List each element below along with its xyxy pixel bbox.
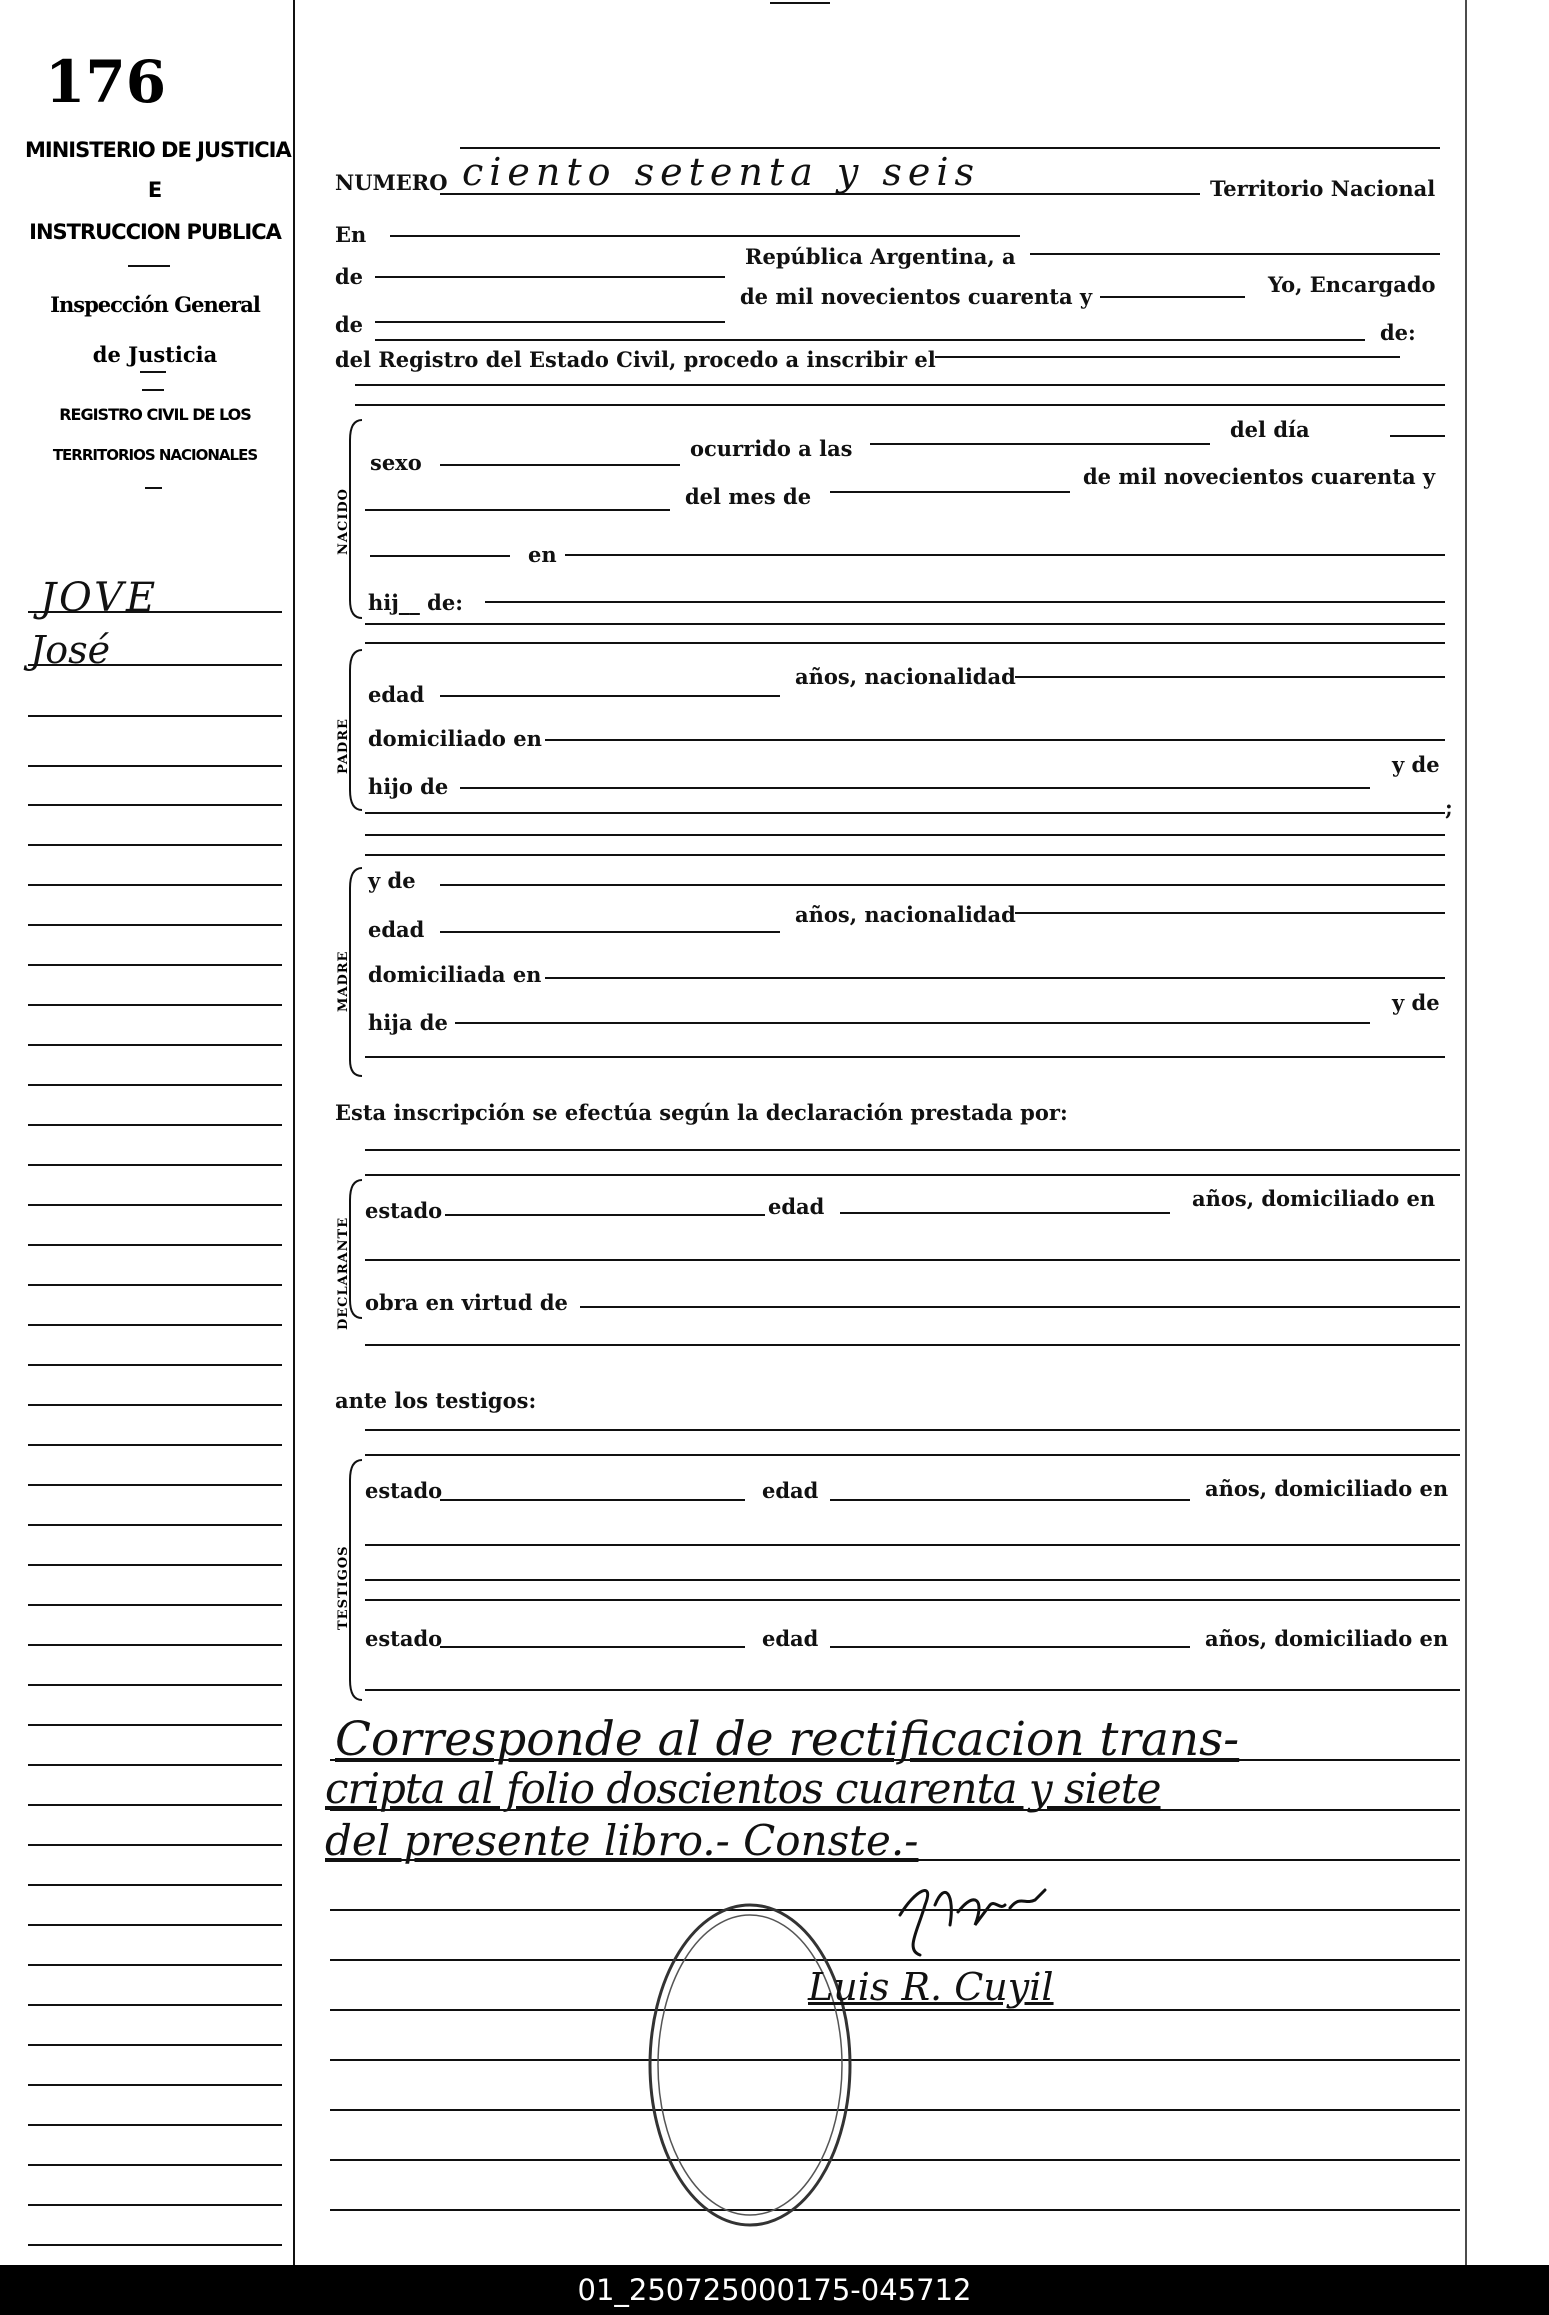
inspection-line-1: Inspección General — [50, 292, 260, 317]
t2-anios-label: años, domiciliado en — [1205, 1626, 1449, 1651]
annotation-line-1: Corresponde al de rectificacion trans- — [335, 1712, 1240, 1767]
registry-number: 176 — [45, 48, 167, 116]
madre-hija-label: hija de — [368, 1010, 448, 1035]
margin-given-name: José — [30, 628, 111, 672]
sexo-label: sexo — [370, 450, 422, 475]
en-label-2: en — [528, 542, 557, 567]
padre-hijo-label: hijo de — [368, 774, 449, 799]
padre-anios-label: años, nacionalidad — [795, 664, 1016, 689]
dec-obra-label: obra en virtud de — [365, 1290, 568, 1315]
numero-label: NUMERO — [335, 170, 448, 195]
annotation-line-2: cripta al folio doscientos cuarenta y siete — [325, 1764, 1161, 1813]
de-label-2: de — [335, 312, 364, 337]
t1-estado-label: estado — [365, 1478, 443, 1503]
madre-tag: MADRE — [336, 950, 351, 1012]
madre-yde-top-label: y de — [368, 868, 416, 893]
margin-surname: JOVE — [40, 575, 159, 621]
registry-line-1: REGISTRO CIVIL DE LOS — [59, 405, 251, 424]
padre-yde-label: y de — [1392, 752, 1440, 777]
madre-domic-label: domiciliada en — [368, 962, 542, 987]
t2-edad-label: edad — [762, 1626, 819, 1651]
hij-de-label: hij__ de: — [368, 590, 463, 615]
ministry-line-1: MINISTERIO DE JUSTICIA — [25, 138, 291, 162]
madre-yde-label: y de — [1392, 990, 1440, 1015]
declarante-tag: DECLARANTE — [336, 1216, 351, 1330]
ministry-line-3: INSTRUCCION PUBLICA — [29, 220, 281, 244]
mil-label-1: de mil novecientos cuarenta y — [740, 284, 1093, 309]
yo-encargado-label: Yo, Encargado — [1268, 272, 1436, 297]
annotation-line-3: del presente libro.- Conste.- — [325, 1816, 919, 1865]
ministry-line-2: E — [147, 178, 163, 202]
registro-label: del Registro del Estado Civil, procedo a inscribir el — [335, 347, 936, 372]
t2-estado-label: estado — [365, 1626, 443, 1651]
t1-anios-label: años, domiciliado en — [1205, 1476, 1449, 1501]
inspection-line-2: de Justicia — [92, 342, 218, 367]
madre-edad-label: edad — [368, 917, 425, 942]
t1-edad-label: edad — [762, 1478, 819, 1503]
signature-text: Luis R. Cuyil — [808, 1965, 1054, 2009]
dec-edad-label: edad — [768, 1194, 825, 1219]
de-label-1: de — [335, 264, 364, 289]
dec-anios-label: años, domiciliado en — [1192, 1186, 1436, 1211]
image-id-footer: 01_250725000175-045712 — [0, 2265, 1549, 2315]
padre-edad-label: edad — [368, 682, 425, 707]
republica-label: República Argentina, a — [745, 244, 1016, 269]
testigos-tag: TESTIGOS — [336, 1545, 351, 1630]
madre-anios-label: años, nacionalidad — [795, 902, 1016, 927]
padre-semicolon: ; — [1445, 795, 1453, 820]
padre-tag: PADRE — [336, 718, 351, 774]
de-colon-label: de: — [1380, 320, 1416, 345]
nacido-tag: NACIDO — [336, 488, 351, 555]
del-mes-label: del mes de — [685, 484, 812, 509]
numero-value: ciento setenta y seis — [462, 150, 981, 194]
ocurrido-label: ocurrido a las — [690, 436, 853, 461]
territorio-label: Territorio Nacional — [1210, 176, 1436, 201]
registry-line-2: TERRITORIOS NACIONALES — [52, 446, 258, 464]
padre-domic-label: domiciliado en — [368, 726, 542, 751]
inscripcion-label: Esta inscripción se efectúa según la declaración prestada por: — [335, 1100, 1068, 1125]
en-label: En — [335, 222, 367, 247]
del-dia-label: del día — [1230, 417, 1310, 442]
ante-testigos-label: ante los testigos: — [335, 1388, 537, 1413]
mil-label-2: de mil novecientos cuarenta y — [1083, 464, 1436, 489]
dec-estado-label: estado — [365, 1198, 443, 1223]
